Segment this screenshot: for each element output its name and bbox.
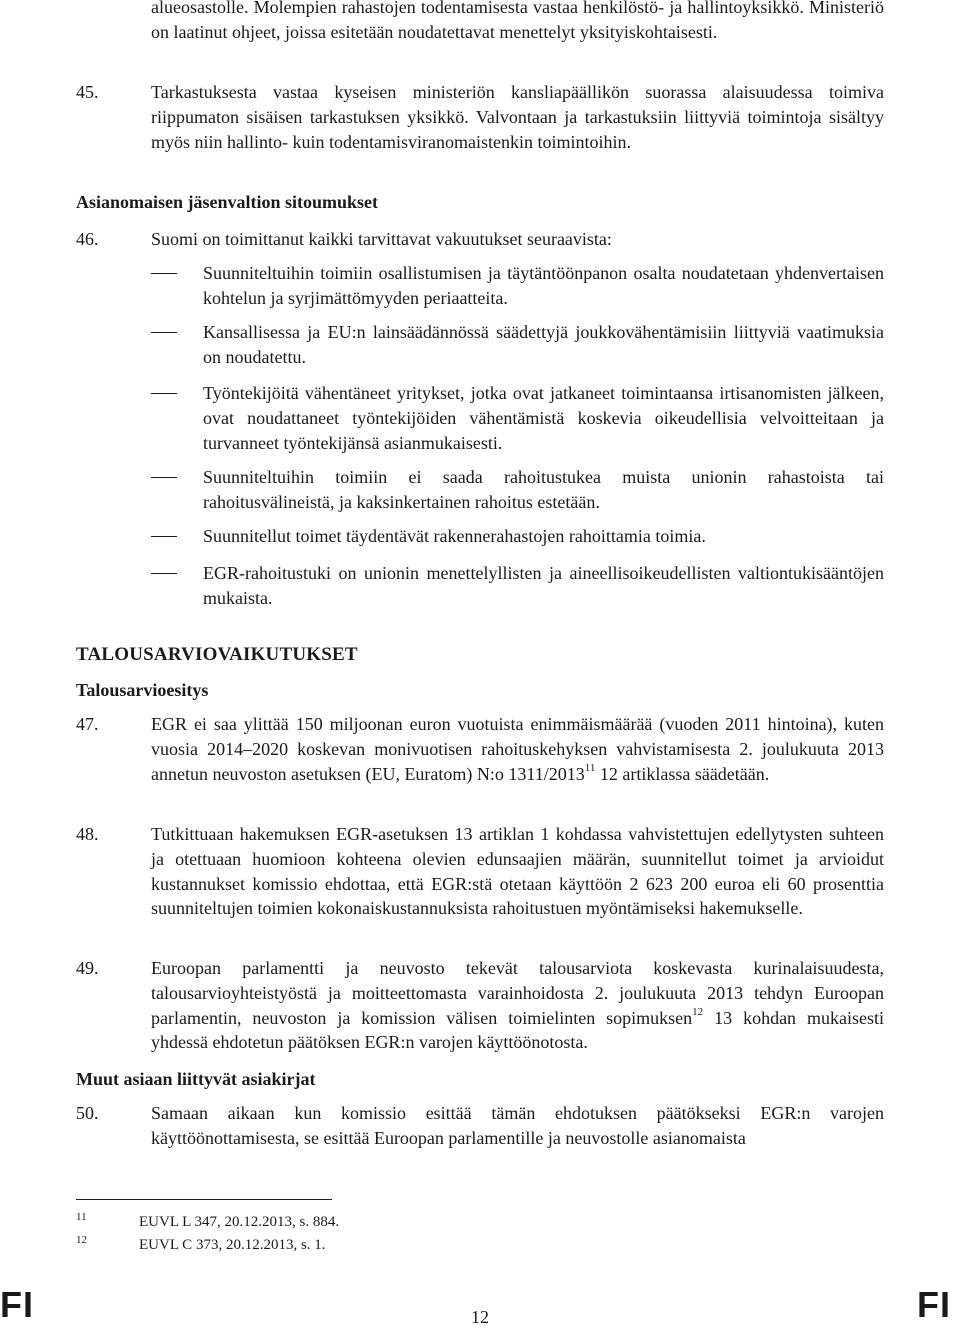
list-item	[151, 381, 884, 455]
section-heading-other-documents: Muut asiaan liittyvät asiakirjat	[76, 1069, 316, 1089]
list-item-text: Suunnitellut toimet täydentävät rakennerahastojen rahoittamia toimia.	[203, 526, 706, 546]
list-item	[151, 320, 884, 370]
section-heading-commitments: Asianomaisen jäsenvaltion sitoumukset	[76, 192, 379, 212]
list-item-text: EGR-rahoitustuki on unionin menettelyllisten ja aineellisoikeudellisten valtiontukisääntöjen mukaista.	[203, 563, 884, 608]
dash-bullet	[151, 332, 177, 333]
paragraph-text: Suomi on toimittanut kaikki tarvittavat vakuutukset seuraavista:	[151, 229, 612, 249]
paragraph-46	[76, 227, 884, 252]
paragraph-number: 49.	[76, 958, 99, 978]
list-item	[151, 524, 884, 549]
dash-bullet	[151, 536, 177, 537]
paragraph-number: 47.	[76, 714, 99, 734]
paragraph-number: 50.	[76, 1103, 99, 1123]
paragraph-text	[151, 712, 884, 786]
paragraph-text	[151, 956, 884, 1055]
paragraph-49	[76, 956, 884, 1055]
continuation-paragraph	[151, 0, 884, 45]
paragraph-text: Tutkittuaan hakemuksen EGR-asetuksen 13 artiklan 1 kohdassa vahvistettujen edellytysten suhteen ja otettuaan huomioon kohteena olevien edunsaajien määrän, suunnitellut toimet ja arvioidut kustannukset komissio ehdottaa, että EGR:stä otetaan käyttöön 2 623 200 euroa eli 60 prosenttia suunniteltujen toimien kokonaiskustannuksista rahoitustuen myöntämiseksi hakemukselle.	[151, 824, 884, 919]
paragraph-text: Tarkastuksesta vastaa kyseisen ministeriön kansliapäällikön suorassa alaisuudessa toimiva riippumaton sisäisen tarkastuksen yksikkö. Valvontaan ja tarkastuksiin liittyviä toimintoja sisältyy myös niin hallinto- kuin todentamisviranomaistenkin toimintoihin.	[151, 82, 884, 152]
paragraph-45	[76, 80, 884, 154]
paragraph-50	[76, 1101, 884, 1151]
footer-language-left: FI	[0, 1284, 34, 1325]
paragraph-text-part: 13 kohdan mukaisesti yhdessä ehdotetun päätöksen EGR:n varojen käyttöönotosta.	[151, 1007, 884, 1053]
list-item	[151, 261, 884, 311]
paragraph-text-part: 12 artiklassa säädetään.	[595, 763, 770, 784]
footer-language-right: FI	[917, 1284, 951, 1325]
paragraph-47	[76, 712, 884, 786]
dash-bullet	[151, 573, 177, 574]
footnote-number: 11	[76, 1211, 87, 1223]
footnote-reference[interactable]: 11	[584, 761, 596, 774]
footnote-number: 12	[76, 1234, 87, 1246]
paragraph-text-part: Euroopan parlamentti ja neuvosto tekevät talousarviota koskevasta kurinalaisuudesta, talousarvioyhteistyöstä ja moitteettomasta varainhoidosta 2. joulukuuta 2013 tehdyn Euroopan parlamentin, neuvoston ja komission välisen toimielinten sopimuksen	[151, 958, 884, 1028]
list-item	[151, 465, 884, 515]
paragraph-number: 45.	[76, 82, 99, 102]
paragraph-48	[76, 822, 884, 921]
dash-bullet	[151, 477, 177, 478]
dash-bullet	[151, 273, 177, 274]
page-number: 12	[471, 1307, 489, 1327]
footnote-reference[interactable]: 12	[692, 1005, 704, 1018]
footnote	[76, 1235, 884, 1255]
paragraph-text-part: EGR ei saa ylittää 150 miljoonan euron vuotuista enimmäismäärää (vuoden 2011 hintoina), kuten vuosia 2014–2020 koskevan monivuotisen rahoituskehyksen vahvistamisesta 2. joulukuuta 2013 annetun neuvoston asetuksen (EU, Euratom) N:o 1311/2013	[151, 714, 884, 784]
continuation-text: alueosastolle. Molempien rahastojen todentamisesta vastaa henkilöstö- ja hallintoyksikkö. Ministeriö on laatinut ohjeet, joissa esitetään noudatettavat menettelyt yksityiskohtaisesti.	[151, 0, 884, 42]
dash-bullet	[151, 393, 177, 394]
section-heading-budget: TALOUSARVIOVAIKUTUKSET	[76, 644, 358, 665]
list-item-text: Suunniteltuihin toimiin osallistumisen ja täytäntöönpanon osalta noudatetaan yhdenvertaisen kohtelun ja syrjimättömyyden periaatteita.	[203, 263, 884, 308]
list-item	[151, 561, 884, 611]
footnote-text: EUVL L 347, 20.12.2013, s. 884.	[139, 1214, 340, 1230]
footnote-separator	[76, 1199, 332, 1200]
subheading-budget-proposal: Talousarvioesitys	[76, 680, 209, 700]
footnote	[76, 1212, 884, 1232]
list-item-text: Työntekijöitä vähentäneet yritykset, jotka ovat jatkaneet toimintaansa irtisanomisten jälkeen, ovat noudattaneet työntekijöiden vähentämistä koskevia oikeudellisia velvoitteitaan ja turvanneet työntekijänsä asianmukaisesti.	[203, 383, 884, 453]
paragraph-number: 46.	[76, 229, 99, 249]
list-item-text: Kansallisessa ja EU:n lainsäädännössä säädettyjä joukkovähentämisiin liittyviä vaatimuksia on noudatettu.	[203, 322, 884, 367]
paragraph-number: 48.	[76, 824, 99, 844]
paragraph-text: Samaan aikaan kun komissio esittää tämän ehdotuksen päätökseksi EGR:n varojen käyttöönottamisesta, se esittää Euroopan parlamentille ja neuvostolle asianomaista	[151, 1103, 884, 1148]
list-item-text: Suunniteltuihin toimiin ei saada rahoitustukea muista unionin rahastoista tai rahoitusvälineistä, ja kaksinkertainen rahoitus estetään.	[203, 467, 884, 512]
footnote-text: EUVL C 373, 20.12.2013, s. 1.	[139, 1237, 326, 1253]
